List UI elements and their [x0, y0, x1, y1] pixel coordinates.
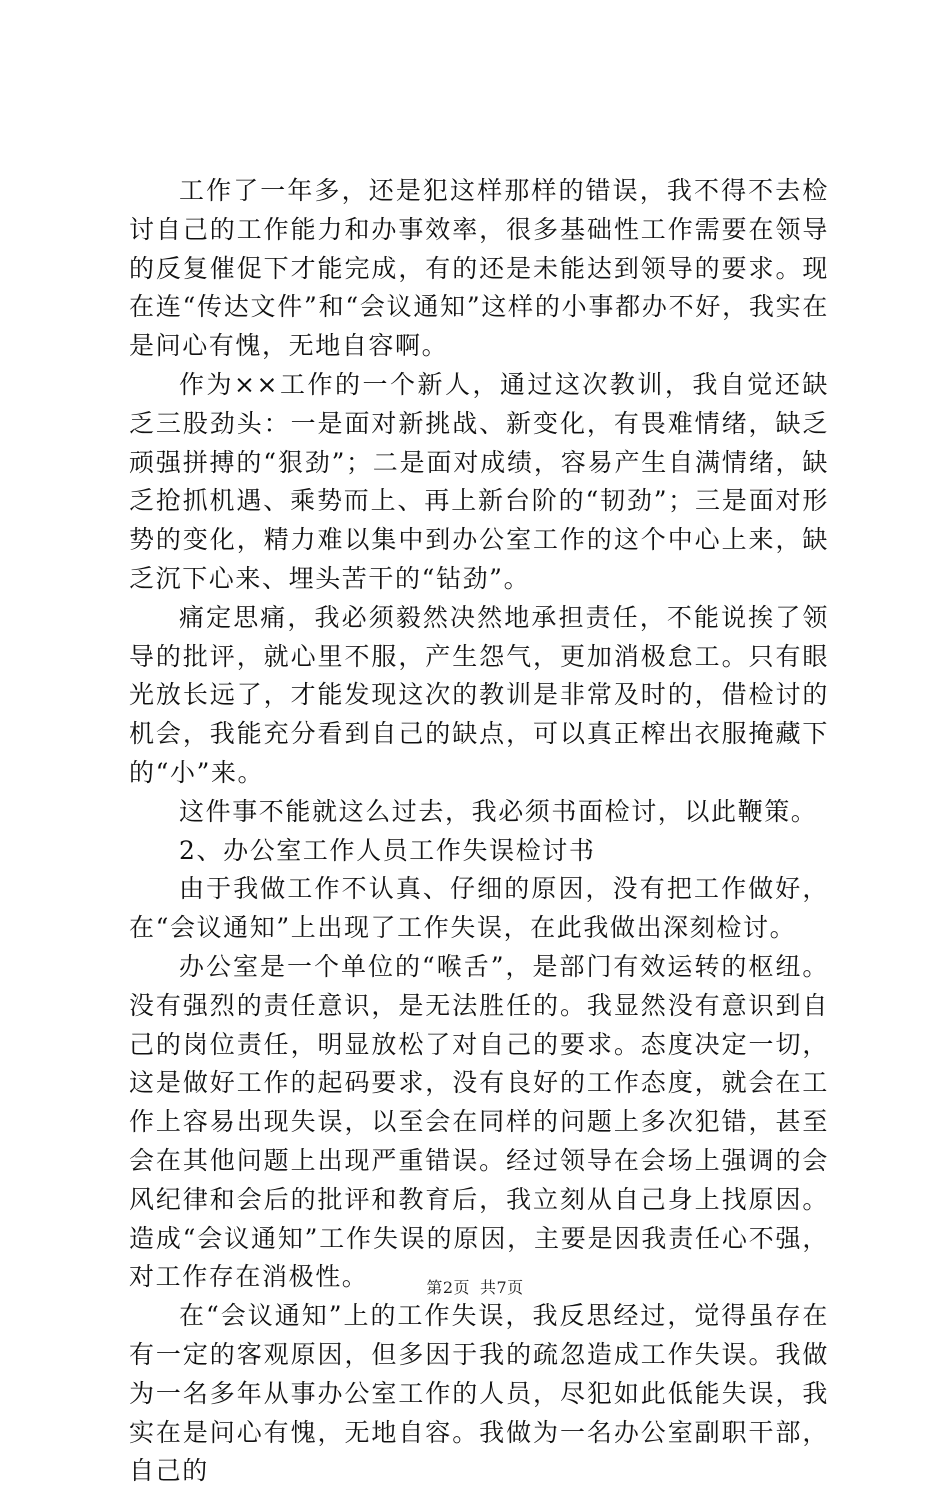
paragraph: 工作了一年多，还是犯这样那样的错误，我不得不去检讨自己的工作能力和办事效率，很多基础性工作需要在领导的反复催促下才能完成，有的还是未能达到领导的要求。现在连“传达文件”和“会议通知”这样的小事都办不好，我实在是问心有愧，无地自容啊。 — [129, 176, 829, 361]
paragraph: 痛定思痛，我必须毅然决然地承担责任，不能说挨了领导的批评，就心里不服，产生怨气，更加消极怠工。只有眼光放长远了，才能发现这次的教训是非常及时的，借检讨的机会，我能充分看到自己的缺点，可以真正榨出衣服掩藏下的“小”来。 — [129, 602, 829, 787]
paragraph: 作为××工作的一个新人，通过这次教训，我自觉还缺乏三股劲头：一是面对新挑战、新变化，有畏难情绪，缺乏顽强拼搏的“狠劲”；二是面对成绩，容易产生自满情绪，缺乏抢抓机遇、乘势而上、再上新台阶的“韧劲”；三是面对形势的变化，精力难以集中到办公室工作的这个中心上来，缺乏沉下心来、埋头苦干的“钻劲”。 — [129, 369, 829, 593]
page-footer — [0, 1278, 950, 1298]
page-number: 第2页 — [426, 1278, 470, 1297]
page-total: 共7页 — [480, 1278, 524, 1297]
paragraph: 由于我做工作不认真、仔细的原因，没有把工作做好，在“会议通知”上出现了工作失误，在此我做出深刻检讨。 — [129, 874, 829, 943]
paragraph: 这件事不能就这么过去，我必须书面检讨，以此鞭策。 — [179, 796, 818, 826]
paragraph: 在“会议通知”上的工作失误，我反思经过，觉得虽存在有一定的客观原因，但多因于我的疏忽造成工作失误。我做为一名多年从事办公室工作的人员，尽犯如此低能失误，我实在是问心有愧，无地自容。我做为一名办公室副职干部，自己的 — [129, 1301, 829, 1486]
section-heading: 2、办公室工作人员工作失误检讨书 — [179, 835, 596, 865]
paragraph: 办公室是一个单位的“喉舌”，是部门有效运转的枢纽。没有强烈的责任意识，是无法胜任的。我显然没有意识到自己的岗位责任，明显放松了对自己的要求。态度决定一切，这是做好工作的起码要求，没有良好的工作态度，就会在工作上容易出现失误，以至会在同样的问题上多次犯错，甚至会在其他问题上出现严重错误。经过领导在会场上强调的会风纪律和会后的批评和教育后，我立刻从自己身上找原因。造成“会议通知”工作失误的原因，主要是因我责任心不强，对工作存在消极性。 — [129, 951, 829, 1292]
